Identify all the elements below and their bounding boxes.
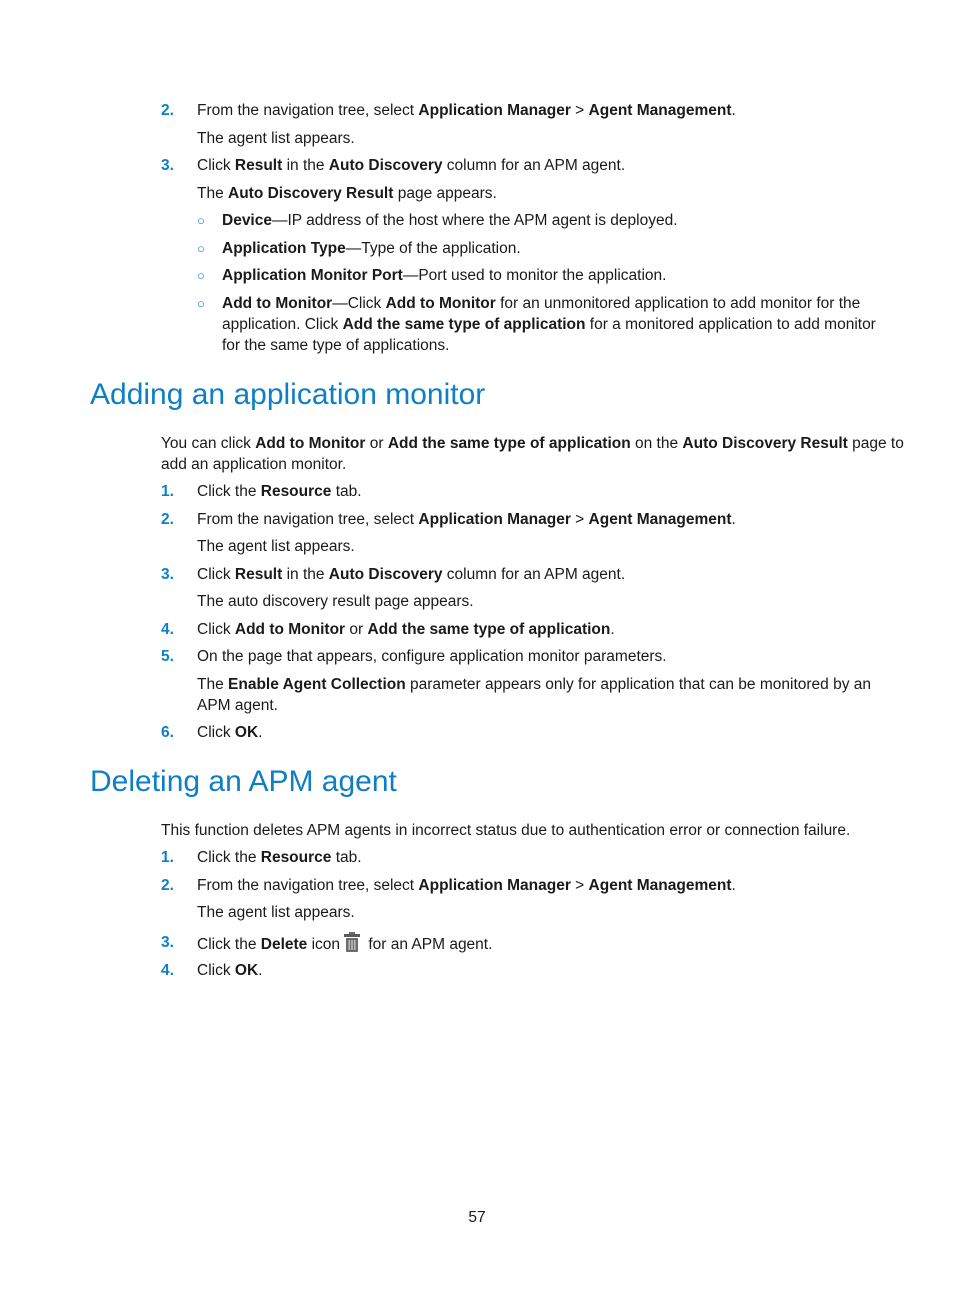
bullet-item: Application Type—Type of the application. xyxy=(222,240,521,257)
step-text: Click Add to Monitor or Add the same type of application. xyxy=(197,621,615,638)
bullet-item-continued: application. Click Add the same type of application for a monitored application to add monitor xyxy=(222,316,876,333)
bullet-item-continued: for the same type of applications. xyxy=(222,337,450,354)
step-number: 6. xyxy=(161,724,174,741)
step-note-continued: APM agent. xyxy=(197,697,278,714)
step-text: Click OK. xyxy=(197,724,263,741)
step-text: From the navigation tree, select Application Manager > Agent Management. xyxy=(197,102,736,119)
step-text: From the navigation tree, select Application Manager > Agent Management. xyxy=(197,877,736,894)
step-text: Click the Resource tab. xyxy=(197,483,362,500)
circle-bullet-icon: ○ xyxy=(197,296,205,311)
circle-bullet-icon: ○ xyxy=(197,213,205,228)
step-number: 2. xyxy=(161,102,174,119)
step-text: Click Result in the Auto Discovery column for an APM agent. xyxy=(197,157,626,174)
circle-bullet-icon: ○ xyxy=(197,241,205,256)
step-note: The agent list appears. xyxy=(197,904,355,921)
step-number: 3. xyxy=(161,157,174,174)
section-intro: This function deletes APM agents in incorrect status due to authentication error or connection failure. xyxy=(161,822,851,839)
section-heading: Deleting an APM agent xyxy=(90,765,397,798)
step-number: 3. xyxy=(161,566,174,583)
bullet-item: Add to Monitor—Click Add to Monitor for an unmonitored application to add monitor for the xyxy=(222,295,861,312)
section-intro-continued: add an application monitor. xyxy=(161,456,347,473)
step-number: 3. xyxy=(161,934,174,951)
bullet-item: Application Monitor Port—Port used to monitor the application. xyxy=(222,267,667,284)
step-text: On the page that appears, configure application monitor parameters. xyxy=(197,648,667,665)
step-number: 2. xyxy=(161,877,174,894)
step-text: From the navigation tree, select Application Manager > Agent Management. xyxy=(197,511,736,528)
circle-bullet-icon: ○ xyxy=(197,268,205,283)
step-note: The agent list appears. xyxy=(197,538,355,555)
step-note: The auto discovery result page appears. xyxy=(197,593,474,610)
step-number: 1. xyxy=(161,483,174,500)
page-number: 57 xyxy=(468,1209,486,1226)
step-number: 4. xyxy=(161,621,174,638)
step-note: The Enable Agent Collection parameter appears only for application that can be monitored by an xyxy=(197,676,871,693)
trash-icon xyxy=(344,932,360,958)
step-text: Click the Resource tab. xyxy=(197,849,362,866)
step-number: 2. xyxy=(161,511,174,528)
section-intro: You can click Add to Monitor or Add the same type of application on the Auto Discovery Result page to xyxy=(161,435,904,452)
step-note: The agent list appears. xyxy=(197,130,355,147)
bullet-item: Device—IP address of the host where the APM agent is deployed. xyxy=(222,212,678,229)
step-text: Click Result in the Auto Discovery column for an APM agent. xyxy=(197,566,626,583)
step-number: 1. xyxy=(161,849,174,866)
step-text: Click OK. xyxy=(197,962,263,979)
step-text: Click the Delete icon for an APM agent. xyxy=(197,932,492,958)
step-number: 4. xyxy=(161,962,174,979)
step-note: The Auto Discovery Result page appears. xyxy=(197,185,497,202)
step-number: 5. xyxy=(161,648,174,665)
section-heading: Adding an application monitor xyxy=(90,378,486,411)
